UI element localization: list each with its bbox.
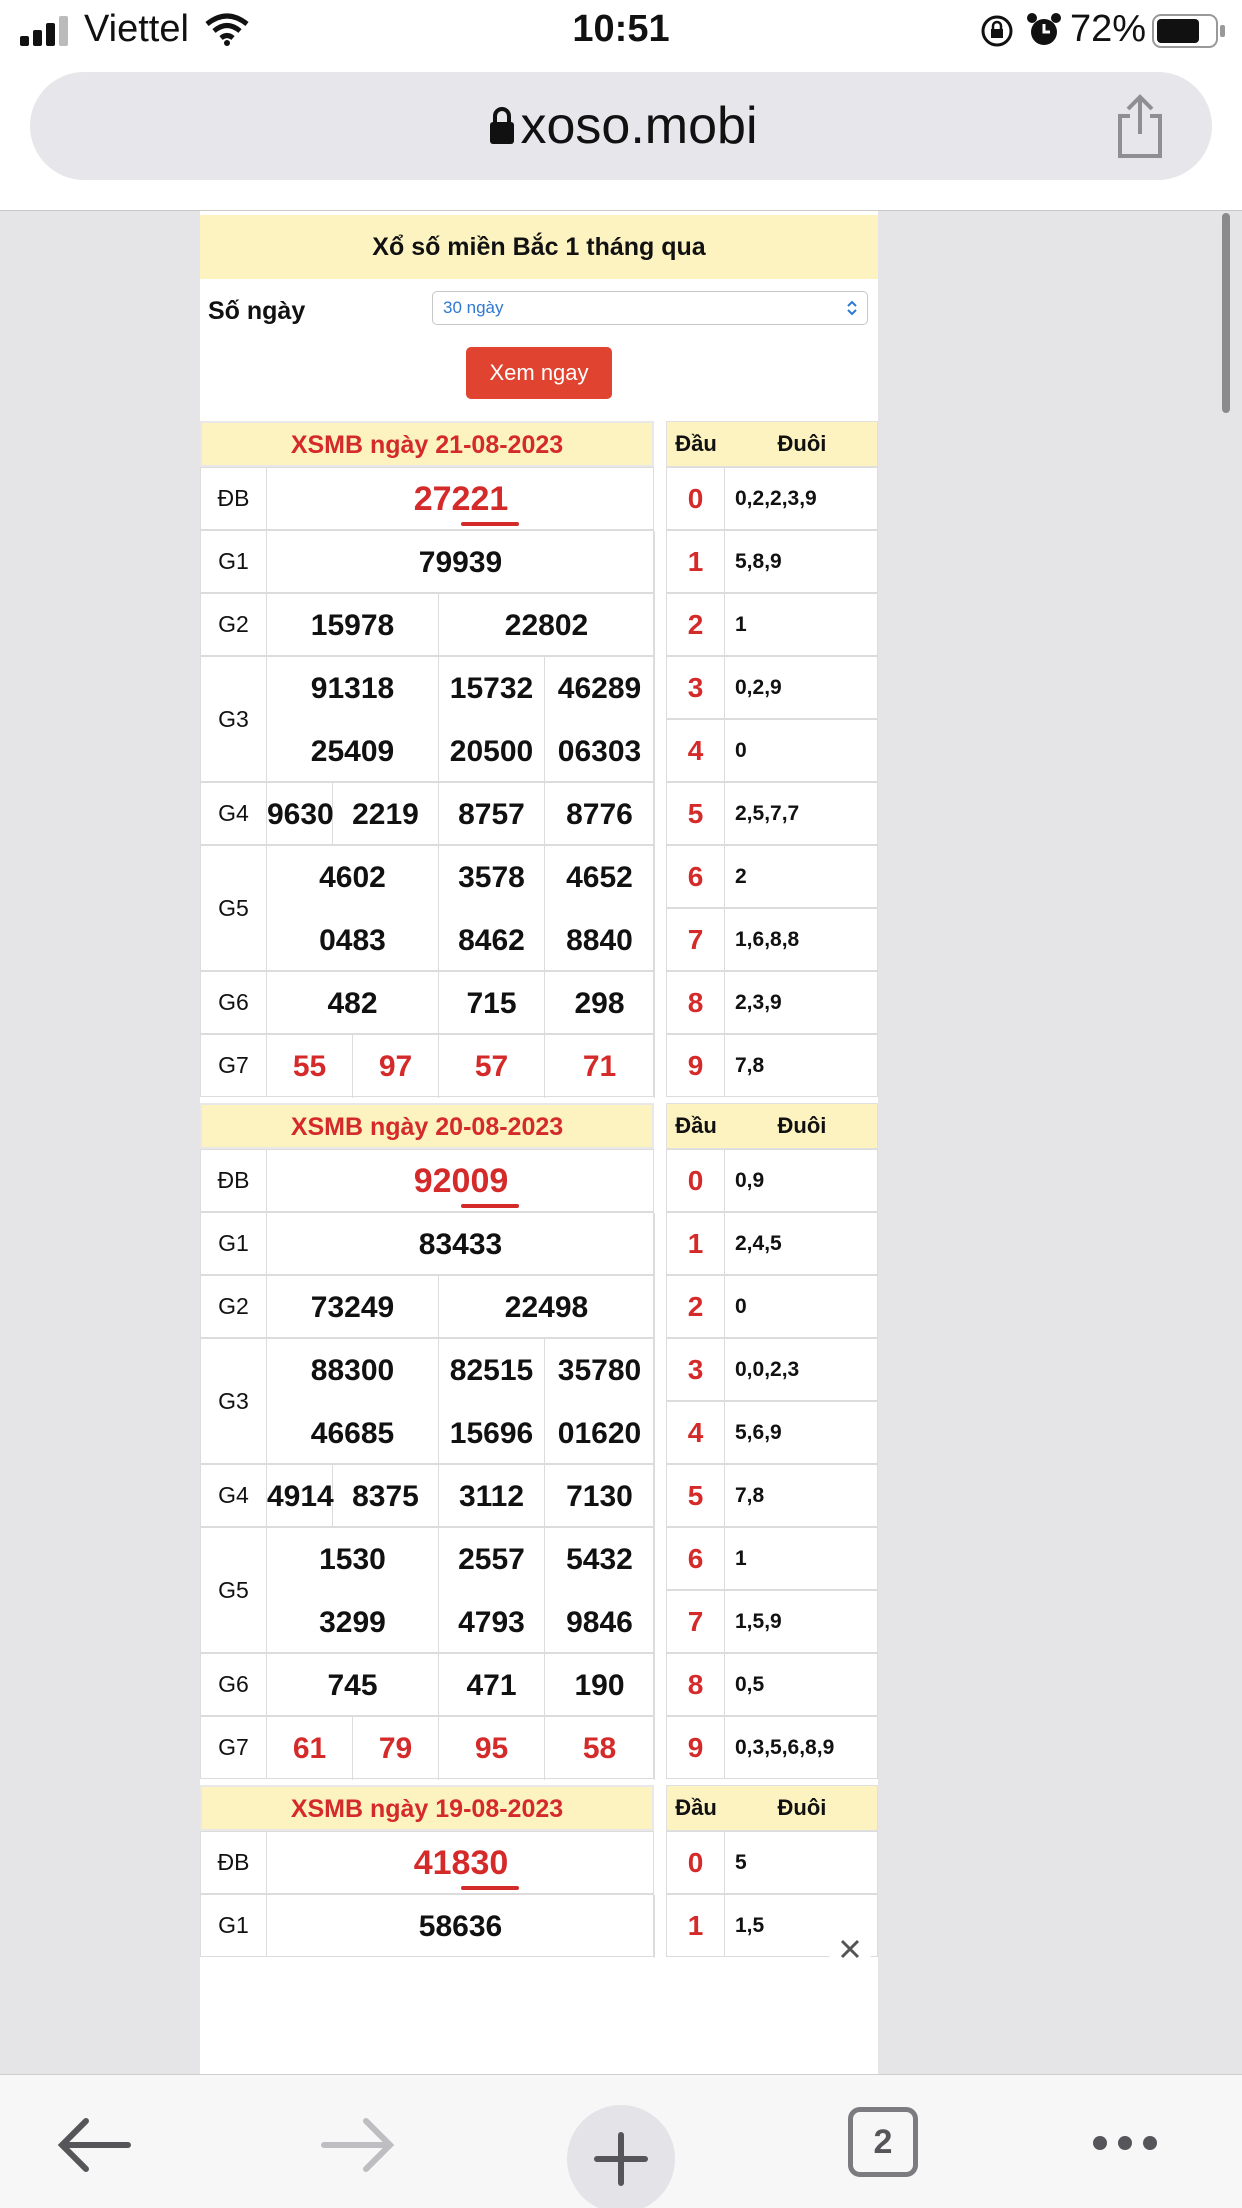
loto-digit: 0 [667, 1832, 725, 1893]
prize-number: 25409 [267, 720, 439, 783]
prize-row-g4 [200, 782, 654, 845]
prize-number: 715 [439, 972, 545, 1035]
prize-number: 46289 [545, 657, 655, 720]
prize-number: 22802 [439, 594, 655, 657]
back-icon[interactable] [56, 2115, 132, 2175]
status-bar [0, 0, 1242, 62]
prize-label: G7 [201, 1035, 267, 1096]
prize-number: 471 [439, 1654, 545, 1717]
prize-label: G1 [201, 1895, 267, 1956]
prize-row-g4 [200, 1464, 654, 1527]
days-select[interactable] [432, 291, 868, 325]
prize-label: ĐB [201, 468, 267, 529]
loto-digit: 2 [667, 594, 725, 655]
prize-number: 20500 [439, 720, 545, 783]
prize-number: 58636 [267, 1895, 655, 1958]
prize-number: 35780 [545, 1339, 655, 1402]
battery-icon [1152, 14, 1226, 48]
loto-digit: 5 [667, 783, 725, 844]
prize-number: 91318 [267, 657, 439, 720]
prize-number: 5432 [545, 1528, 655, 1591]
loto-tail-label: Đuôi [777, 1795, 827, 1820]
prize-number: 2219 [333, 783, 439, 846]
loto-digit: 3 [667, 1339, 725, 1400]
loto-tails: 7,8 [735, 1054, 765, 1077]
loto-digit: 9 [667, 1717, 725, 1778]
loto-row [666, 719, 878, 782]
prize-row-g3 [200, 656, 654, 782]
loto-tails: 0,2,9 [735, 676, 782, 699]
loto-tails: 2,3,9 [735, 991, 782, 1014]
days-select-value: 30 ngày [443, 298, 504, 317]
prize-number: 61 [267, 1717, 353, 1780]
loto-digit: 4 [667, 1402, 725, 1463]
tabs-button[interactable]: 2 [848, 2107, 918, 2177]
prize-row-g6 [200, 1653, 654, 1716]
prize-row-g1 [200, 530, 654, 593]
loto-row [666, 1716, 878, 1779]
prize-label: ĐB [201, 1832, 267, 1893]
loto-row [666, 1401, 878, 1464]
loto-tails: 2,4,5 [735, 1232, 782, 1255]
loto-head-label: Đầu [675, 1113, 717, 1138]
prize-number: 15696 [439, 1402, 545, 1465]
loto-digit: 6 [667, 846, 725, 907]
scrollbar[interactable] [1222, 213, 1230, 413]
loto-digit: 6 [667, 1528, 725, 1589]
prize-number: 01620 [545, 1402, 655, 1465]
loto-row [666, 656, 878, 719]
prize-label: G7 [201, 1717, 267, 1778]
loto-tail-label: Đuôi [777, 1113, 827, 1138]
prize-number: 4602 [267, 846, 439, 909]
plus-icon [593, 2131, 649, 2187]
day-title[interactable]: XSMB ngày 20-08-2023 [200, 1103, 654, 1149]
loto-digit: 0 [667, 468, 725, 529]
loto-tails: 0 [735, 1295, 747, 1318]
loto-digit: 7 [667, 1591, 725, 1652]
prize-number: 3578 [439, 846, 545, 909]
loto-row [666, 845, 878, 908]
prize-number: 57 [439, 1035, 545, 1098]
prize-number: 95 [439, 1717, 545, 1780]
chevron-updown-icon [845, 298, 859, 318]
share-icon[interactable] [1112, 94, 1168, 160]
prize-number: 298 [545, 972, 655, 1035]
prize-number: 55 [267, 1035, 353, 1098]
loto-digit: 3 [667, 657, 725, 718]
prize-number: 15978 [267, 594, 439, 657]
prize-label: G3 [201, 1339, 267, 1463]
battery-percent: 72% [1070, 8, 1147, 50]
loto-digit: 1 [667, 1895, 725, 1956]
loto-digit: 7 [667, 909, 725, 970]
loto-tails: 7,8 [735, 1484, 765, 1507]
prize-number: 58 [545, 1717, 655, 1780]
forward-icon[interactable] [320, 2115, 396, 2175]
prize-row-g6 [200, 971, 654, 1034]
prize-number: 7130 [545, 1465, 655, 1528]
loto-row [666, 467, 878, 530]
loto-head-label: Đầu [675, 431, 717, 456]
web-content[interactable] [0, 210, 1242, 2074]
loto-row [666, 593, 878, 656]
day-result-block [200, 1785, 878, 2074]
prize-number: 745 [267, 1654, 439, 1717]
prize-number: 4793 [439, 1591, 545, 1654]
prize-number: 4914 [267, 1465, 333, 1528]
loto-digit: 5 [667, 1465, 725, 1526]
loto-digit: 8 [667, 972, 725, 1033]
handwritten-underline [461, 1204, 519, 1208]
prize-row-g5 [200, 1527, 654, 1653]
days-label: Số ngày [208, 297, 306, 325]
loto-tails: 5,8,9 [735, 550, 782, 573]
loto-tails: 0 [735, 739, 747, 762]
prize-number: 8776 [545, 783, 655, 846]
prize-row-g7 [200, 1034, 654, 1097]
loto-header [666, 421, 878, 467]
prize-number: 97 [353, 1035, 439, 1098]
prize-row-g5 [200, 845, 654, 971]
prize-number: 0483 [267, 909, 439, 972]
prize-number: 79 [353, 1717, 439, 1780]
loto-digit: 1 [667, 531, 725, 592]
prize-number: 83433 [267, 1213, 655, 1276]
prize-label: G4 [201, 1465, 267, 1526]
prize-number: 79939 [267, 531, 655, 594]
loto-digit: 4 [667, 720, 725, 781]
loto-header [666, 1103, 878, 1149]
prize-row-g3 [200, 1338, 654, 1464]
prize-number: 15732 [439, 657, 545, 720]
prize-label: G1 [201, 1213, 267, 1274]
prize-row-g7 [200, 1716, 654, 1779]
loto-digit: 9 [667, 1035, 725, 1096]
prize-number: 482 [267, 972, 439, 1035]
loto-header [666, 1785, 878, 1831]
prize-label: G3 [201, 657, 267, 781]
prize-row-g2 [200, 593, 654, 656]
alarm-icon [1026, 12, 1062, 48]
loto-tails: 0,0,2,3 [735, 1358, 800, 1381]
loto-row [666, 782, 878, 845]
loto-row [666, 1212, 878, 1275]
prize-number: 8375 [333, 1465, 439, 1528]
prize-row-g1 [200, 1894, 654, 1957]
page-title: Xổ số miền Bắc 1 tháng qua [200, 215, 878, 279]
special-prize: 92009 [413, 1162, 509, 1200]
prize-number: 82515 [439, 1339, 545, 1402]
prize-label: G2 [201, 594, 267, 655]
prize-number: 9846 [545, 1591, 655, 1654]
loto-tail-label: Đuôi [777, 431, 827, 456]
prize-label: G6 [201, 972, 267, 1033]
loto-row [666, 1464, 878, 1527]
carrier-name: Viettel [84, 8, 189, 50]
prize-number: 8462 [439, 909, 545, 972]
loto-head-label: Đầu [675, 1795, 717, 1820]
loto-row [666, 1275, 878, 1338]
loto-tails: 1,5,9 [735, 1610, 782, 1633]
loto-tails: 0,5 [735, 1673, 765, 1696]
loto-row [666, 1590, 878, 1653]
loto-row [666, 1653, 878, 1716]
loto-row [666, 1831, 878, 1894]
prize-number: 8840 [545, 909, 655, 972]
loto-digit: 1 [667, 1213, 725, 1274]
address-bar[interactable] [30, 72, 1212, 180]
rotation-lock-icon [980, 14, 1014, 48]
prize-number: 4652 [545, 846, 655, 909]
loto-tails: 0,2,2,3,9 [735, 487, 817, 510]
loto-row [666, 1149, 878, 1212]
loto-row [666, 1338, 878, 1401]
special-prize: 41830 [413, 1844, 509, 1882]
view-button[interactable]: Xem ngay [466, 347, 612, 399]
loto-digit: 0 [667, 1150, 725, 1211]
prize-number: 73249 [267, 1276, 439, 1339]
prize-label: G1 [201, 531, 267, 592]
prize-label: G5 [201, 1528, 267, 1652]
special-prize: 27221 [413, 480, 509, 518]
prize-label: ĐB [201, 1150, 267, 1211]
prize-number: 8757 [439, 783, 545, 846]
close-icon[interactable] [828, 1927, 872, 1971]
new-tab-button[interactable] [567, 2105, 675, 2208]
loto-tails: 1 [735, 613, 747, 636]
prize-label: G2 [201, 1276, 267, 1337]
handwritten-underline [461, 522, 519, 526]
prize-number: 3112 [439, 1465, 545, 1528]
prize-number: 06303 [545, 720, 655, 783]
prize-number: 3299 [267, 1591, 439, 1654]
loto-tails: 0,3,5,6,8,9 [735, 1736, 835, 1759]
loto-tails: 1 [735, 1547, 747, 1570]
prize-number: 22498 [439, 1276, 655, 1339]
loto-row [666, 971, 878, 1034]
lottery-page [200, 211, 878, 2074]
loto-tails: 0,9 [735, 1169, 765, 1192]
day-title[interactable]: XSMB ngày 21-08-2023 [200, 421, 654, 467]
prize-number: 88300 [267, 1339, 439, 1402]
loto-tails: 5,6,9 [735, 1421, 782, 1444]
prize-number: 190 [545, 1654, 655, 1717]
browser-toolbar [0, 2074, 1242, 2208]
day-title[interactable]: XSMB ngày 19-08-2023 [200, 1785, 654, 1831]
prize-row-db [200, 1149, 654, 1212]
prize-label: G6 [201, 1654, 267, 1715]
prize-number: 46685 [267, 1402, 439, 1465]
loto-tails: 2 [735, 865, 747, 888]
loto-row [666, 530, 878, 593]
prize-row-db [200, 1831, 654, 1894]
prize-row-g2 [200, 1275, 654, 1338]
loto-row [666, 1527, 878, 1590]
loto-tails: 2,5,7,7 [735, 802, 800, 825]
prize-number: 2557 [439, 1528, 545, 1591]
prize-number: 71 [545, 1035, 655, 1098]
prize-label: G5 [201, 846, 267, 970]
more-icon[interactable] [1090, 2133, 1160, 2153]
day-result-block [200, 1103, 878, 1785]
url-text[interactable]: xoso.mobi [520, 97, 758, 155]
loto-digit: 2 [667, 1276, 725, 1337]
loto-row [666, 908, 878, 971]
loto-tails: 1,5 [735, 1914, 765, 1937]
clock: 10:51 [572, 8, 670, 50]
loto-digit: 8 [667, 1654, 725, 1715]
day-result-block [200, 421, 878, 1103]
prize-row-db [200, 467, 654, 530]
prize-label: G4 [201, 783, 267, 844]
loto-row [666, 1034, 878, 1097]
prize-number: 1530 [267, 1528, 439, 1591]
prize-row-g1 [200, 1212, 654, 1275]
loto-tails: 5 [735, 1851, 747, 1874]
loto-tails: 1,6,8,8 [735, 928, 800, 951]
handwritten-underline [461, 1886, 519, 1890]
prize-number: 9630 [267, 783, 333, 846]
